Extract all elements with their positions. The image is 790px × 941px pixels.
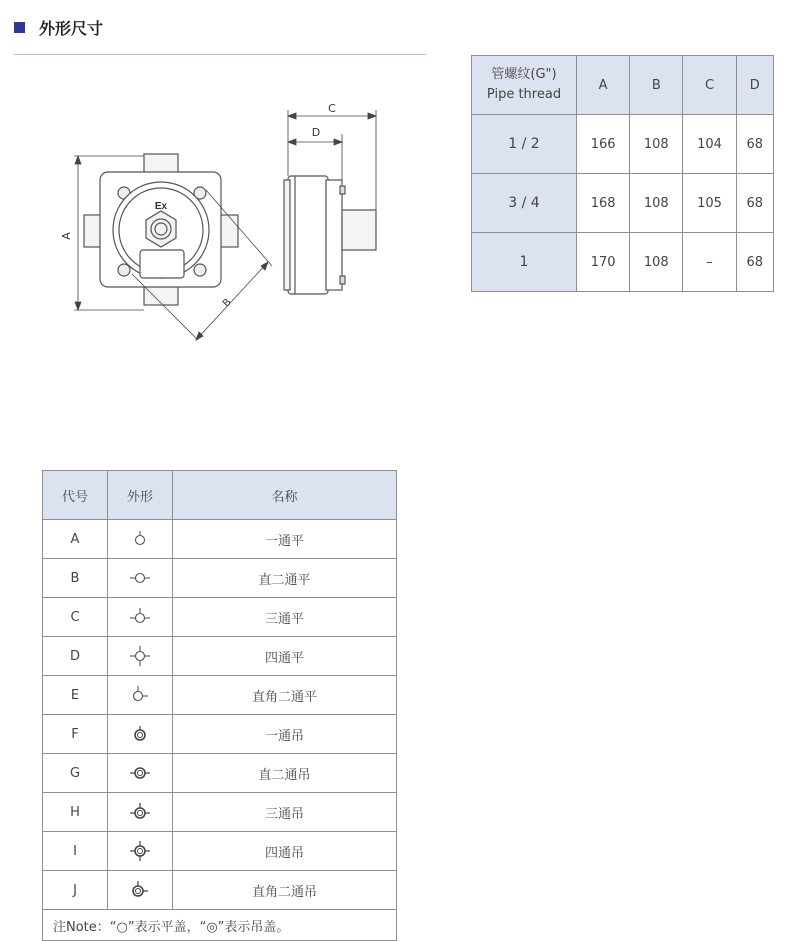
code: E bbox=[43, 676, 108, 715]
table-row bbox=[472, 233, 774, 292]
dimension-table-header bbox=[472, 56, 774, 115]
right-angle-two-way-flat-icon bbox=[128, 685, 152, 705]
value-d: 68 bbox=[736, 115, 773, 174]
code: D bbox=[43, 637, 108, 676]
type-name: 三通平 bbox=[173, 598, 397, 637]
three-way-hanging-icon bbox=[128, 802, 152, 822]
shape-cell bbox=[108, 598, 173, 637]
thread-size: 1 / 2 bbox=[472, 115, 577, 174]
side-view bbox=[284, 176, 376, 294]
value-d: 68 bbox=[736, 174, 773, 233]
type-name: 直角二通吊 bbox=[173, 871, 397, 910]
code: I bbox=[43, 832, 108, 871]
note-row bbox=[43, 910, 397, 941]
value-b: 108 bbox=[630, 233, 683, 292]
one-way-flat-icon bbox=[128, 529, 152, 549]
value-c: 104 bbox=[683, 115, 736, 174]
ex-mark: Ex bbox=[154, 201, 168, 212]
thread-header-cn: 管螺纹(G") bbox=[491, 67, 557, 82]
table-row bbox=[43, 637, 397, 676]
table-row bbox=[43, 871, 397, 910]
front-view bbox=[84, 154, 238, 305]
code: A bbox=[43, 520, 108, 559]
value-a: 166 bbox=[577, 115, 630, 174]
table-row bbox=[43, 715, 397, 754]
straight-two-way-hanging-icon bbox=[128, 763, 152, 783]
title-square-icon bbox=[14, 22, 25, 33]
table-row bbox=[43, 598, 397, 637]
type-name: 一通吊 bbox=[173, 715, 397, 754]
shape-cell bbox=[108, 676, 173, 715]
col-header-a: A bbox=[577, 56, 630, 115]
shape-cell bbox=[108, 559, 173, 598]
shape-cell bbox=[108, 832, 173, 871]
shape-cell bbox=[108, 793, 173, 832]
table-row bbox=[43, 520, 397, 559]
type-name: 一通平 bbox=[173, 520, 397, 559]
thread-size: 1 bbox=[472, 233, 577, 292]
right-angle-two-way-hanging-icon bbox=[128, 880, 152, 900]
dim-c-label: C bbox=[328, 102, 336, 115]
shape-cell bbox=[108, 754, 173, 793]
code: F bbox=[43, 715, 108, 754]
code: G bbox=[43, 754, 108, 793]
value-b: 108 bbox=[630, 174, 683, 233]
shape-cell bbox=[108, 871, 173, 910]
shape-cell bbox=[108, 520, 173, 559]
value-b: 108 bbox=[630, 115, 683, 174]
thread-header-en: Pipe thread bbox=[486, 87, 562, 102]
table-row bbox=[43, 754, 397, 793]
section-title: 外形尺寸 bbox=[39, 18, 104, 38]
code: J bbox=[43, 871, 108, 910]
value-a: 168 bbox=[577, 174, 630, 233]
table-row bbox=[472, 174, 774, 233]
dim-b-label: B bbox=[220, 296, 234, 310]
four-way-hanging-icon bbox=[128, 840, 152, 862]
type-name: 三通吊 bbox=[173, 793, 397, 832]
code: C bbox=[43, 598, 108, 637]
code-header: 代号 bbox=[43, 471, 108, 520]
type-name: 四通平 bbox=[173, 637, 397, 676]
straight-two-way-flat-icon bbox=[128, 568, 152, 588]
type-name: 直二通吊 bbox=[173, 754, 397, 793]
value-d: 68 bbox=[736, 233, 773, 292]
three-way-flat-icon bbox=[128, 607, 152, 627]
type-name: 四通吊 bbox=[173, 832, 397, 871]
thread-header bbox=[472, 56, 577, 115]
table-row bbox=[43, 832, 397, 871]
name-header: 名称 bbox=[173, 471, 397, 520]
col-header-d: D bbox=[736, 56, 773, 115]
dim-d-label: D bbox=[311, 126, 321, 139]
code-table bbox=[42, 470, 397, 941]
type-name: 直角二通平 bbox=[173, 676, 397, 715]
cover-note: 注Note：“○”表示平盖，“◎”表示吊盖。 bbox=[43, 910, 397, 941]
one-way-hanging-icon bbox=[128, 724, 152, 744]
dimension-drawing bbox=[40, 90, 400, 355]
code: B bbox=[43, 559, 108, 598]
value-a: 170 bbox=[577, 233, 630, 292]
code-table-header bbox=[43, 471, 397, 520]
value-c: 105 bbox=[683, 174, 736, 233]
code: H bbox=[43, 793, 108, 832]
section-header bbox=[14, 16, 103, 38]
title-divider bbox=[14, 54, 426, 55]
shape-cell bbox=[108, 637, 173, 676]
four-way-flat-icon bbox=[128, 645, 152, 667]
table-row bbox=[43, 676, 397, 715]
thread-size: 3 / 4 bbox=[472, 174, 577, 233]
value-c: – bbox=[683, 233, 736, 292]
table-row bbox=[43, 559, 397, 598]
shape-header: 外形 bbox=[108, 471, 173, 520]
shape-cell bbox=[108, 715, 173, 754]
table-row bbox=[472, 115, 774, 174]
dim-a-label: A bbox=[60, 232, 73, 240]
table-row bbox=[43, 793, 397, 832]
dimension-table bbox=[471, 55, 774, 292]
type-name: 直二通平 bbox=[173, 559, 397, 598]
col-header-b: B bbox=[630, 56, 683, 115]
col-header-c: C bbox=[683, 56, 736, 115]
